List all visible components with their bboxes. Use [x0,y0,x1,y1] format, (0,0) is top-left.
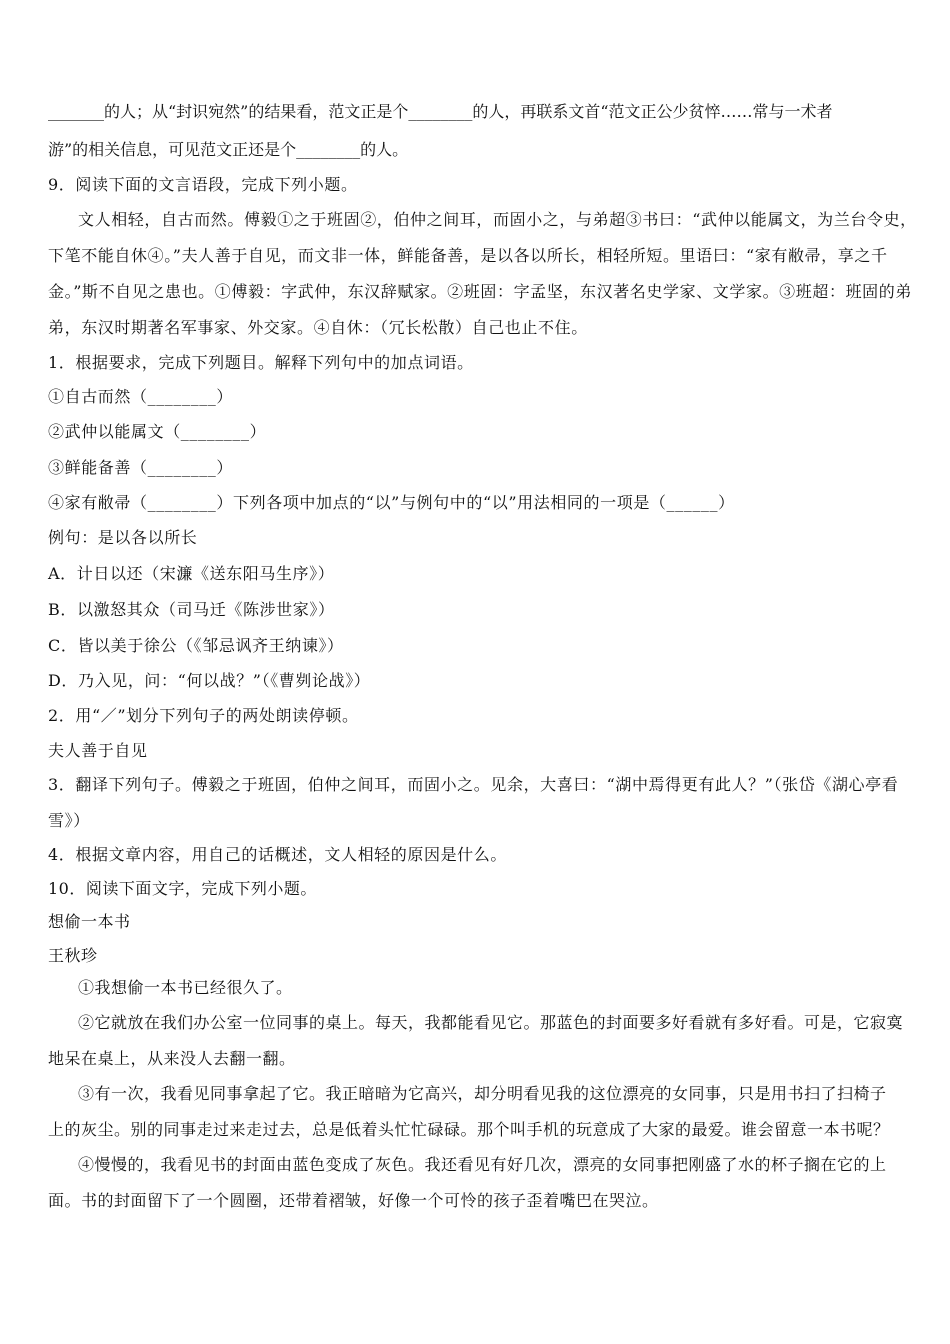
passage-line: 弟，东汉时期著名军事家、外交家。④自休：（冗长松散）自己也止不住。 [48,318,588,337]
sub-question-2: 2．用“／”划分下列句子的两处朗读停顿。 [48,706,359,725]
question-heading: 9．阅读下面的文言语段，完成下列小题。 [48,175,358,194]
answer-line: 游”的相关信息，可见范文正还是个________的人。 [48,140,409,159]
article-paragraph: 地呆在桌上，从来没人去翻一翻。 [48,1049,296,1068]
fill-blank-item: ①自古而然（________） [48,387,234,406]
sub-question-1: 1．根据要求，完成下列题目。解释下列句中的加点词语。 [48,353,474,372]
option-d: D．乃入见，问：“何以战？”（《曹刿论战》） [48,671,371,690]
article-paragraph: ③有一次，我看见同事拿起了它。我正暗暗为它高兴，却分明看见我的这位漂亮的女同事，只是用书扫了扫椅子 [78,1084,887,1103]
answer-line: _______的人；从“封识宛然”的结果看，范文正是个________的人，再联系文首“范文正公少贫悴……常与一术者 [48,102,833,121]
fill-blank-item: ④家有敝帚（________）下列各项中加点的“以”与例句中的“以”用法相同的一项是（______） [48,493,735,512]
article-paragraph: ④慢慢的，我看见书的封面由蓝色变成了灰色。我还看见有好几次，漂亮的女同事把刚盛了水的杯子搁在它的上 [78,1155,887,1174]
article-paragraph: 面。书的封面留下了一个圆圈，还带着褶皱，好像一个可怜的孩子歪着嘴巴在哭泣。 [48,1191,659,1210]
pause-sentence: 夫人善于自见 [48,741,148,760]
option-b: B．以激怒其众（司马迁《陈涉世家》） [48,600,335,619]
passage-line: 文人相轻，自古而然。傅毅①之于班固②，伯仲之间耳，而固小之，与弟超③书曰：“武仲以能属文，为兰台令史， [78,210,917,229]
article-title: 想偷一本书 [48,912,131,931]
sub-question-3: 3．翻译下列句子。傅毅之于班固，伯仲之间耳，而固小之。见余，大喜曰：“湖中焉得更有此人？”（张岱《湖心亭看 [48,775,899,794]
example-sentence: 例句：是以各以所长 [48,528,198,547]
fill-blank-item: ③鲜能备善（________） [48,458,234,477]
option-a: A．计日以还（宋濂《送东阳马生序》） [48,564,335,583]
article-author: 王秋珍 [48,946,98,965]
sub-question-4: 4．根据文章内容，用自己的话概述，文人相轻的原因是什么。 [48,845,507,864]
article-paragraph: ②它就放在我们办公室一位同事的桌上。每天，我都能看见它。那蓝色的封面要多好看就有多好看。可是，它寂寞 [78,1013,904,1032]
article-paragraph: 上的灰尘。别的同事走过来走过去，总是低着头忙忙碌碌。那个叫手机的玩意成了大家的最爱。谁会留意一本书呢？ [48,1120,890,1139]
passage-line: 下笔不能自休④。”夫人善于自见，而文非一体，鲜能备善，是以各以所长，相轻所短。里语曰：“家有敝帚，享之千 [48,246,888,265]
article-paragraph: ①我想偷一本书已经很久了。 [78,978,293,997]
fill-blank-item: ②武仲以能属文（________） [48,422,267,441]
passage-line: 金。”斯不自见之患也。①傅毅：字武仲，东汉辞赋家。②班固：字孟坚，东汉著名史学家、文学家。③班超：班固的弟 [48,282,912,301]
sub-question-3: 雪》） [48,811,90,830]
option-c: C．皆以美于徐公（《邹忌讽齐王纳谏》） [48,636,344,655]
question-heading: 10．阅读下面文字，完成下列小题。 [48,879,317,898]
